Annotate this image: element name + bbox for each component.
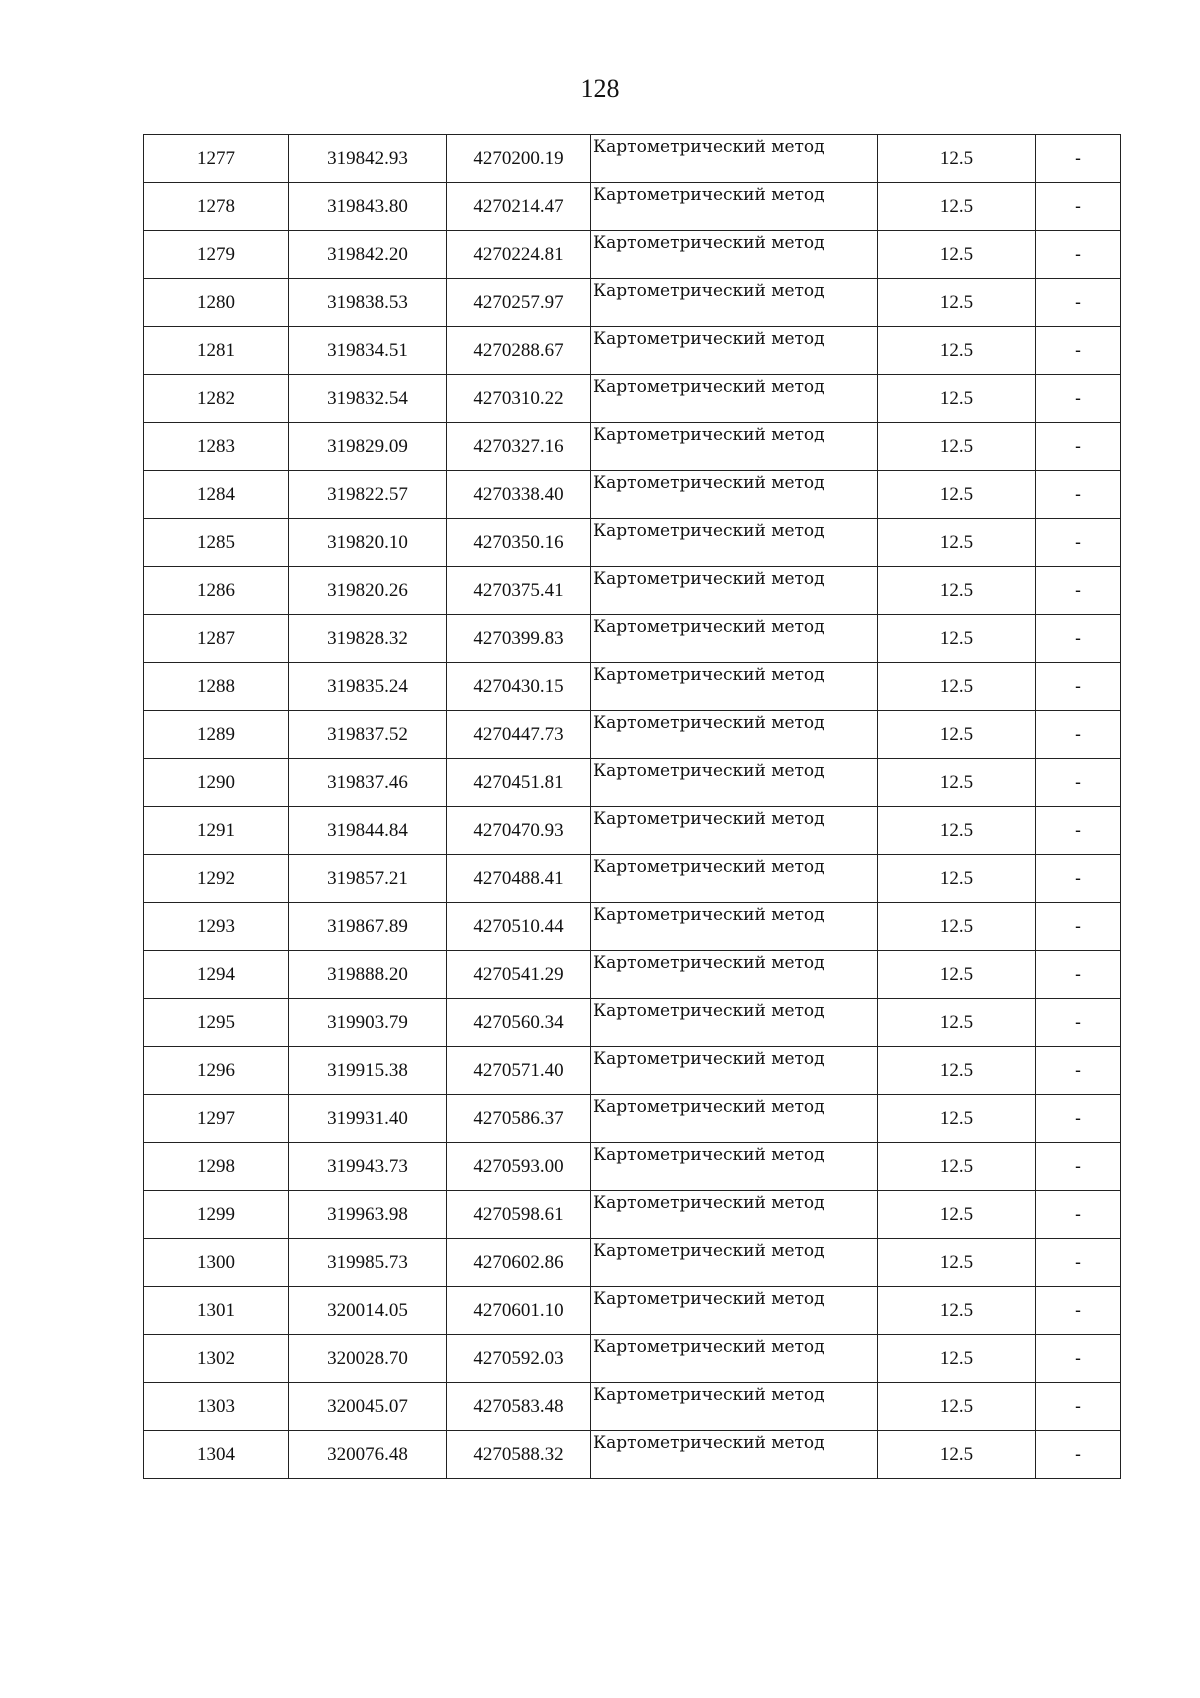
cell-note: - — [1036, 759, 1121, 807]
cell-y-coordinate: 4270601.10 — [447, 1287, 591, 1335]
cell-y-coordinate: 4270488.41 — [447, 855, 591, 903]
table-row — [144, 231, 1121, 279]
cell-y-coordinate: 4270602.86 — [447, 1239, 591, 1287]
cell-accuracy: 12.5 — [878, 423, 1036, 471]
cell-method: Картометрический метод — [591, 951, 878, 999]
cell-method: Картометрический метод — [591, 1383, 878, 1431]
cell-x-coordinate: 319820.26 — [289, 567, 447, 615]
cell-note: - — [1036, 855, 1121, 903]
table-row — [144, 183, 1121, 231]
cell-y-coordinate: 4270214.47 — [447, 183, 591, 231]
cell-accuracy: 12.5 — [878, 1431, 1036, 1479]
cell-note: - — [1036, 519, 1121, 567]
cell-note: - — [1036, 1095, 1121, 1143]
cell-accuracy: 12.5 — [878, 1335, 1036, 1383]
cell-note: - — [1036, 423, 1121, 471]
cell-x-coordinate: 320014.05 — [289, 1287, 447, 1335]
cell-y-coordinate: 4270338.40 — [447, 471, 591, 519]
cell-accuracy: 12.5 — [878, 711, 1036, 759]
cell-x-coordinate: 319829.09 — [289, 423, 447, 471]
cell-x-coordinate: 319931.40 — [289, 1095, 447, 1143]
cell-method: Картометрический метод — [591, 423, 878, 471]
cell-y-coordinate: 4270510.44 — [447, 903, 591, 951]
cell-method: Картометрический метод — [591, 1143, 878, 1191]
cell-note: - — [1036, 1239, 1121, 1287]
table-row — [144, 999, 1121, 1047]
cell-method: Картометрический метод — [591, 663, 878, 711]
cell-note: - — [1036, 1383, 1121, 1431]
cell-x-coordinate: 319903.79 — [289, 999, 447, 1047]
cell-point-number: 1296 — [144, 1047, 289, 1095]
cell-x-coordinate: 319842.20 — [289, 231, 447, 279]
cell-method: Картометрический метод — [591, 1431, 878, 1479]
table-row — [144, 855, 1121, 903]
cell-accuracy: 12.5 — [878, 135, 1036, 183]
cell-x-coordinate: 319867.89 — [289, 903, 447, 951]
cell-point-number: 1281 — [144, 327, 289, 375]
cell-note: - — [1036, 711, 1121, 759]
cell-y-coordinate: 4270288.67 — [447, 327, 591, 375]
cell-x-coordinate: 319822.57 — [289, 471, 447, 519]
cell-note: - — [1036, 471, 1121, 519]
cell-method: Картометрический метод — [591, 759, 878, 807]
cell-point-number: 1279 — [144, 231, 289, 279]
table-row — [144, 1383, 1121, 1431]
cell-method: Картометрический метод — [591, 1095, 878, 1143]
cell-y-coordinate: 4270592.03 — [447, 1335, 591, 1383]
cell-y-coordinate: 4270451.81 — [447, 759, 591, 807]
cell-accuracy: 12.5 — [878, 567, 1036, 615]
cell-method: Картометрический метод — [591, 1239, 878, 1287]
cell-y-coordinate: 4270593.00 — [447, 1143, 591, 1191]
cell-y-coordinate: 4270350.16 — [447, 519, 591, 567]
cell-y-coordinate: 4270375.41 — [447, 567, 591, 615]
cell-method: Картометрический метод — [591, 519, 878, 567]
table-row — [144, 951, 1121, 999]
table-row — [144, 711, 1121, 759]
cell-x-coordinate: 319844.84 — [289, 807, 447, 855]
cell-point-number: 1289 — [144, 711, 289, 759]
cell-accuracy: 12.5 — [878, 1383, 1036, 1431]
cell-x-coordinate: 319834.51 — [289, 327, 447, 375]
cell-method: Картометрический метод — [591, 375, 878, 423]
table-row — [144, 471, 1121, 519]
cell-x-coordinate: 319842.93 — [289, 135, 447, 183]
table-row — [144, 615, 1121, 663]
coordinates-table-body — [144, 135, 1121, 1479]
cell-x-coordinate: 320045.07 — [289, 1383, 447, 1431]
cell-accuracy: 12.5 — [878, 1047, 1036, 1095]
cell-accuracy: 12.5 — [878, 1143, 1036, 1191]
cell-method: Картометрический метод — [591, 807, 878, 855]
cell-x-coordinate: 319837.52 — [289, 711, 447, 759]
cell-point-number: 1286 — [144, 567, 289, 615]
cell-method: Картометрический метод — [591, 1335, 878, 1383]
cell-note: - — [1036, 999, 1121, 1047]
cell-method: Картометрический метод — [591, 615, 878, 663]
cell-x-coordinate: 319828.32 — [289, 615, 447, 663]
cell-method: Картометрический метод — [591, 1191, 878, 1239]
cell-x-coordinate: 319820.10 — [289, 519, 447, 567]
cell-method: Картометрический метод — [591, 855, 878, 903]
cell-accuracy: 12.5 — [878, 1191, 1036, 1239]
cell-x-coordinate: 320028.70 — [289, 1335, 447, 1383]
table-row — [144, 567, 1121, 615]
cell-y-coordinate: 4270470.93 — [447, 807, 591, 855]
table-row — [144, 135, 1121, 183]
cell-point-number: 1283 — [144, 423, 289, 471]
cell-point-number: 1278 — [144, 183, 289, 231]
cell-accuracy: 12.5 — [878, 471, 1036, 519]
cell-x-coordinate: 319837.46 — [289, 759, 447, 807]
table-row — [144, 279, 1121, 327]
cell-method: Картометрический метод — [591, 903, 878, 951]
cell-x-coordinate: 319915.38 — [289, 1047, 447, 1095]
cell-accuracy: 12.5 — [878, 1287, 1036, 1335]
cell-x-coordinate: 320076.48 — [289, 1431, 447, 1479]
cell-y-coordinate: 4270447.73 — [447, 711, 591, 759]
cell-y-coordinate: 4270224.81 — [447, 231, 591, 279]
cell-accuracy: 12.5 — [878, 1095, 1036, 1143]
cell-note: - — [1036, 375, 1121, 423]
cell-accuracy: 12.5 — [878, 519, 1036, 567]
table-row — [144, 807, 1121, 855]
cell-method: Картометрический метод — [591, 1287, 878, 1335]
cell-note: - — [1036, 663, 1121, 711]
cell-point-number: 1302 — [144, 1335, 289, 1383]
cell-point-number: 1300 — [144, 1239, 289, 1287]
cell-method: Картометрический метод — [591, 327, 878, 375]
cell-y-coordinate: 4270586.37 — [447, 1095, 591, 1143]
cell-note: - — [1036, 1047, 1121, 1095]
table-row — [144, 1047, 1121, 1095]
cell-x-coordinate: 319985.73 — [289, 1239, 447, 1287]
cell-point-number: 1293 — [144, 903, 289, 951]
cell-x-coordinate: 319943.73 — [289, 1143, 447, 1191]
coordinates-table — [143, 134, 1121, 1479]
cell-accuracy: 12.5 — [878, 1239, 1036, 1287]
cell-point-number: 1291 — [144, 807, 289, 855]
cell-y-coordinate: 4270327.16 — [447, 423, 591, 471]
table-row — [144, 903, 1121, 951]
cell-method: Картометрический метод — [591, 183, 878, 231]
cell-method: Картометрический метод — [591, 1047, 878, 1095]
table-row — [144, 1095, 1121, 1143]
table-row — [144, 1287, 1121, 1335]
cell-accuracy: 12.5 — [878, 855, 1036, 903]
table-row — [144, 663, 1121, 711]
cell-y-coordinate: 4270598.61 — [447, 1191, 591, 1239]
cell-y-coordinate: 4270560.34 — [447, 999, 591, 1047]
table-row — [144, 327, 1121, 375]
cell-point-number: 1287 — [144, 615, 289, 663]
table-row — [144, 423, 1121, 471]
cell-y-coordinate: 4270583.48 — [447, 1383, 591, 1431]
cell-point-number: 1280 — [144, 279, 289, 327]
cell-note: - — [1036, 231, 1121, 279]
cell-x-coordinate: 319857.21 — [289, 855, 447, 903]
cell-x-coordinate: 319832.54 — [289, 375, 447, 423]
cell-note: - — [1036, 135, 1121, 183]
cell-point-number: 1304 — [144, 1431, 289, 1479]
cell-accuracy: 12.5 — [878, 279, 1036, 327]
table-row — [144, 519, 1121, 567]
cell-method: Картометрический метод — [591, 999, 878, 1047]
table-row — [144, 759, 1121, 807]
cell-point-number: 1282 — [144, 375, 289, 423]
cell-y-coordinate: 4270200.19 — [447, 135, 591, 183]
cell-note: - — [1036, 567, 1121, 615]
cell-method: Картометрический метод — [591, 711, 878, 759]
cell-note: - — [1036, 1143, 1121, 1191]
cell-point-number: 1284 — [144, 471, 289, 519]
table-row — [144, 1335, 1121, 1383]
cell-point-number: 1292 — [144, 855, 289, 903]
cell-note: - — [1036, 807, 1121, 855]
cell-point-number: 1297 — [144, 1095, 289, 1143]
cell-x-coordinate: 319838.53 — [289, 279, 447, 327]
cell-point-number: 1298 — [144, 1143, 289, 1191]
cell-y-coordinate: 4270257.97 — [447, 279, 591, 327]
cell-point-number: 1294 — [144, 951, 289, 999]
cell-note: - — [1036, 1335, 1121, 1383]
cell-accuracy: 12.5 — [878, 327, 1036, 375]
cell-method: Картометрический метод — [591, 567, 878, 615]
cell-x-coordinate: 319888.20 — [289, 951, 447, 999]
table-row — [144, 1239, 1121, 1287]
cell-accuracy: 12.5 — [878, 951, 1036, 999]
table-row — [144, 375, 1121, 423]
cell-note: - — [1036, 1287, 1121, 1335]
page-number: 128 — [580, 74, 620, 103]
cell-method: Картометрический метод — [591, 135, 878, 183]
cell-y-coordinate: 4270541.29 — [447, 951, 591, 999]
cell-note: - — [1036, 327, 1121, 375]
cell-accuracy: 12.5 — [878, 759, 1036, 807]
cell-note: - — [1036, 951, 1121, 999]
cell-x-coordinate: 319843.80 — [289, 183, 447, 231]
cell-point-number: 1299 — [144, 1191, 289, 1239]
cell-note: - — [1036, 279, 1121, 327]
cell-x-coordinate: 319835.24 — [289, 663, 447, 711]
cell-y-coordinate: 4270588.32 — [447, 1431, 591, 1479]
cell-method: Картометрический метод — [591, 471, 878, 519]
cell-accuracy: 12.5 — [878, 615, 1036, 663]
cell-accuracy: 12.5 — [878, 903, 1036, 951]
table-row — [144, 1191, 1121, 1239]
cell-method: Картометрический метод — [591, 231, 878, 279]
cell-y-coordinate: 4270571.40 — [447, 1047, 591, 1095]
cell-accuracy: 12.5 — [878, 375, 1036, 423]
table-row — [144, 1431, 1121, 1479]
cell-point-number: 1288 — [144, 663, 289, 711]
cell-point-number: 1295 — [144, 999, 289, 1047]
cell-point-number: 1303 — [144, 1383, 289, 1431]
cell-y-coordinate: 4270399.83 — [447, 615, 591, 663]
cell-note: - — [1036, 903, 1121, 951]
cell-note: - — [1036, 1191, 1121, 1239]
table-row — [144, 1143, 1121, 1191]
cell-point-number: 1301 — [144, 1287, 289, 1335]
cell-point-number: 1277 — [144, 135, 289, 183]
cell-y-coordinate: 4270430.15 — [447, 663, 591, 711]
cell-note: - — [1036, 183, 1121, 231]
cell-accuracy: 12.5 — [878, 999, 1036, 1047]
cell-note: - — [1036, 615, 1121, 663]
cell-method: Картометрический метод — [591, 279, 878, 327]
cell-y-coordinate: 4270310.22 — [447, 375, 591, 423]
cell-accuracy: 12.5 — [878, 231, 1036, 279]
cell-point-number: 1285 — [144, 519, 289, 567]
cell-note: - — [1036, 1431, 1121, 1479]
cell-x-coordinate: 319963.98 — [289, 1191, 447, 1239]
cell-accuracy: 12.5 — [878, 183, 1036, 231]
cell-accuracy: 12.5 — [878, 807, 1036, 855]
cell-accuracy: 12.5 — [878, 663, 1036, 711]
cell-point-number: 1290 — [144, 759, 289, 807]
